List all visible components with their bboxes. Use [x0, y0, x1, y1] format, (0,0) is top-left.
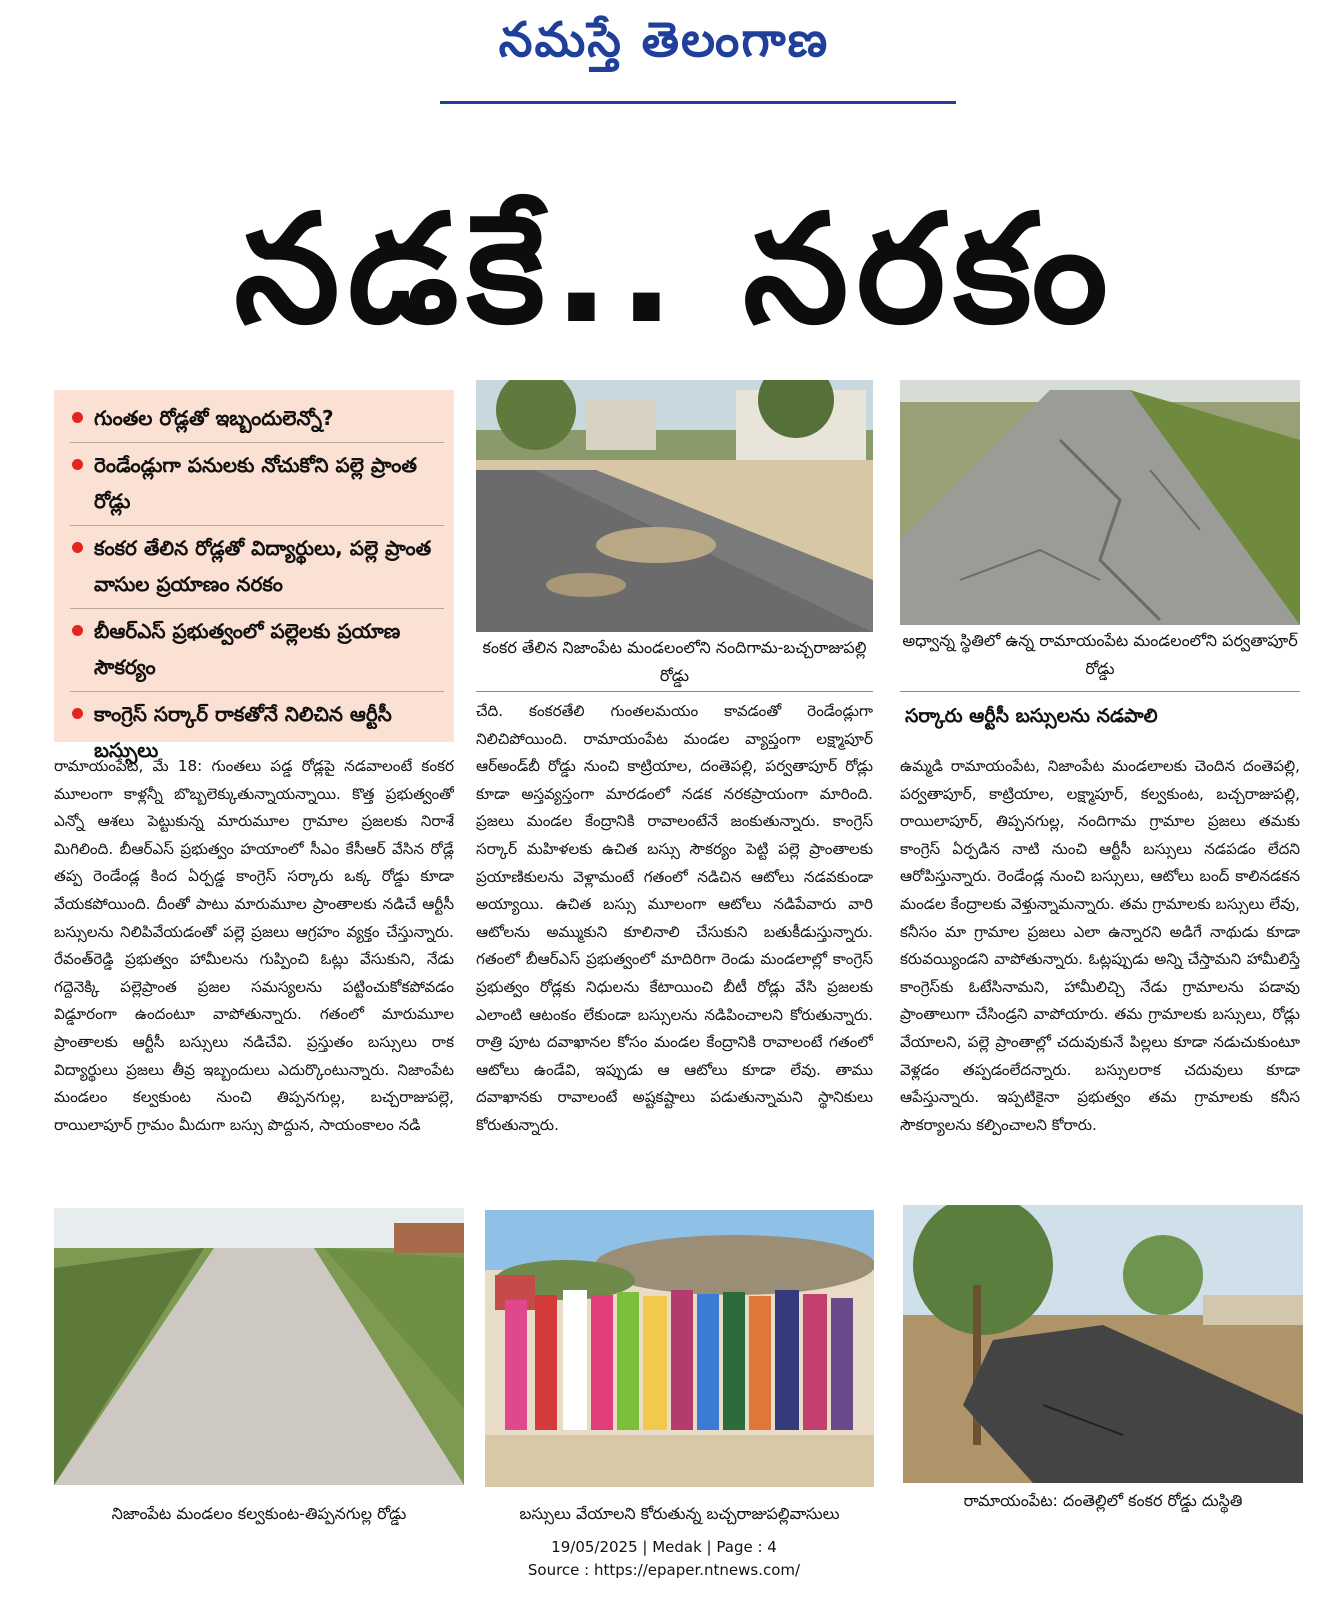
footer-dateline: 19/05/2025 | Medak | Page : 4: [551, 1538, 777, 1556]
bullet-icon: [72, 459, 83, 470]
highlight-text: కంకర తేలిన రోడ్లతో విద్యార్థులు, పల్లె ప్రాంత వాసుల ప్రయాణం నరకం: [94, 536, 432, 596]
section-subhead: సర్కారు ఆర్టీసీ బస్సులను నడపాలి: [905, 705, 1158, 727]
photo-kalvakunta-road: [54, 1208, 464, 1485]
photo-villagers-group: [485, 1210, 874, 1487]
photo-caption: బస్సులు వేయాలని కోరుతున్న బచ్చరాజుపల్లివాసులు: [519, 1504, 840, 1523]
article-column-3: ఉమ్మడి రామాయంపేట, నిజాంపేట మండలాలకు చెందిన దంతెపల్లి, పర్వతాపూర్, కాట్రియాల, లక్ష్మాపూర్, కల్వకుంట, బచ్చరాజుపల్లి, రాయిలాపూర్, తిప్పనగుల్ల, నందిగామ గ్రామాల ప్రజలు తమకు కాంగ్రెస్ ఏర్పడిన నాటి నుంచి ఆర్టీసీ బస్సులు నడపడం లేదని ఆరోపిస్తున్నారు. రెండేండ్ల నుంచి బస్సులు, ఆటోలు బంద్ కాలినడకన మండల కేంద్రాలకు వెళ్తున్నామన్నారు. తమ గ్రామాలకు బస్సులు లేవు, కనీసం మా గ్రామాల ప్రజలు ఎలా ఉన్నారని అడిగే నాథుడు కూడా కరువయ్యిండని వాపోతున్నారు. ఓట్లప్పుడు అన్ని చేస్తామని హామీలిస్తే కాంగ్రెస్‌కు ఓటేసినామని, హామీలిచ్చి నేడు గ్రామాలను పడావు ప్రాంతాలుగా చేసిండ్రని వాపోయారు. తమ గ్రామాలకు బస్సులు, రోడ్లు వేయాలని, పల్లె ప్రాంతాల్లో చదువుకునే పిల్లలు కూడా నడుచుకుంటూ వెళ్లడం తప్పడంలేదన్నారు. బస్సులరాక చదువులు కూడా ఆపేస్తున్నారు. ఇప్పటికైనా ప్రభుత్వం తమ గ్రామాలకు కనీస సౌకర్యాలను కల్పించాలని కోరారు.: [900, 757, 1300, 1134]
highlight-item: [70, 526, 444, 609]
divider: [476, 691, 873, 692]
highlight-item: [70, 396, 444, 443]
bullet-icon: [72, 542, 83, 553]
bullet-icon: [72, 708, 83, 719]
main-headline: నడకే.. నరకం: [234, 183, 1116, 357]
highlight-text: కాంగ్రెస్ సర్కార్ రాకతోనే నిలిచిన ఆర్టీసీ బస్సులు: [94, 702, 392, 762]
photo-dantepalli-road: [903, 1205, 1303, 1483]
highlight-text: రెండేండ్లుగా పనులకు నోచుకోని పల్లె ప్రాంత రోడ్లు: [94, 453, 417, 513]
photo-caption: అధ్వాన్న స్థితిలో ఉన్న రామాయంపేట మండలంలోని పర్వతాపూర్ రోడ్డు: [902, 631, 1298, 678]
highlight-text: గుంతల రోడ్లతో ఇబ్బందులెన్నో?: [94, 406, 334, 430]
highlight-text: బీఆర్ఎస్ ప్రభుత్వంలో పల్లెలకు ప్రయాణ సౌకర్యం: [94, 619, 401, 679]
photo-caption: కంకర తేలిన నిజాంపేట మండలంలోని నందిగామ-బచ్చరాజుపల్లి రోడ్డు: [482, 638, 867, 685]
masthead-rule: [440, 101, 956, 104]
highlight-item: [70, 443, 444, 526]
photo-parvathapur-road: [900, 380, 1300, 625]
article-column-2: చేది. కంకరతేలి గుంతలమయం కావడంతో రెండేండ్లుగా నిలిచిపోయింది. రామాయంపేట మండల వ్యాప్తంగా లక్ష్మాపూర్ ఆర్‌అండ్‌బీ రోడ్డు నుంచి కాట్రియాల, దంతెపల్లి, పర్వతాపూర్ రోడ్లు కూడా అస్తవ్యస్తంగా మారడంలో నడక నరకప్రాయంగా మారింది. ప్రజలు మండల కేంద్రానికి రావాలంటేనే జంకుతున్నారు. కాంగ్రెస్ సర్కార్ మహిళలకు ఉచిత బస్సు సౌకర్యం పెట్టి పల్లె ప్రాంతాలకు ప్రయాణికులను వెళ్లామంటే గతంలో నడిచిన ఆటోలు నడవకుండా అయ్యాయి. ఉచిత బస్సు మూలంగా ఆటోలు నడిపేవారు వారి ఆటోలను అమ్ముకుని కూలినాలి చేసుకుని బతుకీడుస్తున్నారు. గతంలో బీఆర్ఎస్ ప్రభుత్వంలో మాదిరిగా రెండు మండలాల్లో కాంగ్రెస్ ప్రభుత్వం రోడ్లకు నిధులను కేటాయించి బీటీ రోడ్లు వేసి ప్రజలకు ఎలాంటి ఆటంకం లేకుండా బస్సులను నడిపించాలని కోరుతున్నారు. రాత్రి పూట దవాఖానల కోసం మండల కేంద్రానికి రావాలంటే గతంలో ఆటోలు ఉండేవి, ఇప్పుడు ఆ ఆటోలు కూడా లేవు. తాము దవాఖానకు రావాలంటే అష్టకష్టాలు పడుతున్నామని స్థానికులు కోరుతున్నారు.: [476, 702, 873, 1134]
bullet-icon: [72, 412, 83, 423]
article-column-1: రామాయంపేట, మే 18: గుంతలు పడ్డ రోడ్లపై నడవాలంటే కంకర మూలంగా కాళ్లన్నీ బొబ్బలెక్కుతున్నాయన్నాయి. కొత్త ప్రభుత్వంతో ఎన్నో ఆశలు పెట్టుకున్న మారుమూల గ్రామాల ప్రజలకు నిరాశే మిగిలింది. బీఆర్ఎస్ ప్రభుత్వం హయాంలో సీఎం కేసీఆర్ వేసిన రోడ్లే తప్ప రెండేండ్ల కింద ఏర్పడ్డ కాంగ్రెస్ సర్కారు ఒక్క రోడ్డు కూడా వేయకపోయింది. దీంతో పాటు మారుమూల ప్రాంతాలకు నడిచే ఆర్టీసీ బస్సులను నిలిపివేయడంతో పల్లె ప్రజలు ఆగ్రహం వ్యక్తం చేస్తున్నారు. రేవంత్‌రెడ్డి ప్రభుత్వం హామీలను గుప్పించి ఓట్లు వేసుకుని, నేడు గద్దెనెక్కి పల్లెప్రాంత ప్రజల సమస్యలను పట్టించుకోకపోవడం విడ్డూరంగా ఉందంటూ వాపోతున్నారు. గతంలో మారుమూల ప్రాంతాలకు ఆర్టీసీ బస్సులు నడిచేవి. ప్రస్తుతం బస్సులు రాక విద్యార్థులు ప్రజలు తీవ్ర ఇబ్బందులు ఎదుర్కొంటున్నారు. నిజాంపేట మండలం కల్వకుంట నుంచి తిప్పనగుల్ల, బచ్చరాజుపల్లె, రాయిలాపూర్ గ్రామం మీదుగా బస్సు పొద్దున, సాయంకాలం నడి: [54, 757, 454, 1134]
highlights-box: [54, 390, 454, 762]
highlight-item: [70, 609, 444, 692]
photo-caption: రామాయంపేట: దంతెల్లిలో కంకర రోడ్డు దుస్థితి: [963, 1491, 1243, 1510]
photo-nandigama-road: [476, 380, 873, 632]
newspaper-logo: నమస్తే తెలంగాణ: [498, 12, 830, 68]
divider: [900, 691, 1300, 692]
masthead: [0, 0, 1328, 104]
photo-caption: నిజాంపేట మండలం కల్వకుంట-తిప్పనగుల్ల రోడ్డు: [111, 1504, 407, 1523]
footer-source: Source : https://epaper.ntnews.com/: [527, 1561, 801, 1579]
bullet-icon: [72, 625, 83, 636]
